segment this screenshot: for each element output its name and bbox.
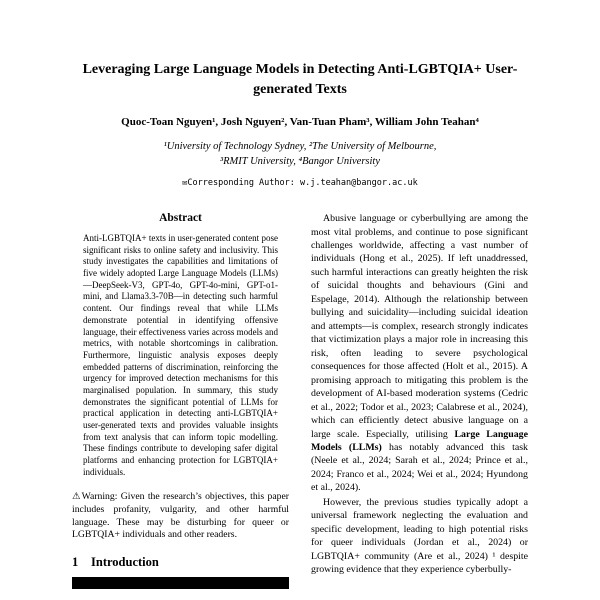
section-1-title: Introduction — [91, 554, 159, 569]
two-column-body — [0, 212, 600, 589]
corresponding-line — [0, 178, 600, 188]
bottom-black-bar — [72, 577, 289, 589]
corresponding-text: Corresponding Author: w.j.teahan@bangor.ac.uk — [187, 178, 418, 189]
right-column — [311, 212, 528, 589]
paper-title: Leveraging Large Language Models in Detecting Anti-LGBTQIA+ User-generated Texts — [82, 62, 518, 98]
abstract-text: Anti-LGBTQIA+ texts in user-generated content pose significant risks to online safety and inclusivity. This study investigates the capabilities and limitations of five widely adopted Large Language Models (LLMs)—DeepSeek-V3, GPT-4o, GPT-4o-mini, GPT-o1-mini, and Llama3.3-70B—in detecting such harmful content. Our findings reveal that while LLMs demonstrate potential in identifying offensive language, their effectiveness varies across models and metrics, with notable shortcomings in calibration. Furthermore, linguistic analysis exposes deeply embedded patterns of discrimination, reinforcing the urgency for improved detection mechanisms for this marginalised population. In summary, this study demonstrates the significant potential of LLMs for practical application in detecting anti-LGBTQIA+ user-generated texts and provides valuable insights from text analysis that can inform topic modelling. These findings contribute to developing safer digital platforms and enhancing protection for LGBTQIA+ individuals. — [83, 233, 278, 477]
section-1-heading — [72, 555, 289, 570]
content-warning-text: Warning: Given the research’s objectives, this paper includes profanity, vulgarity, and other harmful language. These may be disturbing for queer or LGBTQIA+ individuals and other readers. — [72, 491, 290, 541]
section-1-number: 1 — [72, 554, 79, 569]
envelope-icon: ✉ — [182, 178, 188, 189]
intro-paragraph-1-pre: Abusive language or cyberbullying are among the most vital problems, and continue to pose significant challenges worldwide, affecting a vast number of individuals (Hong et al., 2025). If left unaddressed, such harmful interactions can greatly heighten the risk of suicidal thoughts and behaviours (Gini and Espelage, 2014). Although the relationship between bullying and suicidality—including suicidal ideation and attempts—is complex, research strongly indicates that victimization plays a major role in increasing this risk, often leading to severe psychological consequences for those affected (Holt et al., 2015). A promising approach to mitigating this problem is the development of AI-based moderation systems (Cedric et al., 2022; Todor et al., 2023; Calabrese et al., 2024), which can efficiently detect abusive language on a large scale. Especially, utilising — [311, 213, 528, 440]
intro-paragraph-1-post: has notably advanced this task (Neele et al., 2024; Sarah et al., 2024; Prince et al., 2024; Franco et al., 2024; Wei et al., 2024; Hyundong et al., 2024). — [311, 442, 528, 494]
affiliations-line-1: ¹University of Technology Sydney, ²The University of Melbourne, — [163, 140, 437, 152]
warning-icon: ⚠ — [72, 491, 82, 503]
intro-paragraph-1 — [311, 212, 528, 495]
content-warning — [72, 491, 289, 541]
intro-paragraph-2: However, the previous studies typically adopt a universal framework neglecting the evaluation and specific development, leading to high potential risks for queer individuals (Jordan et al., 2024) or LGBTQIA+ community (Are et al., 2024) ¹ despite growing evidence that they experience cyberbully- — [311, 496, 528, 576]
left-column — [72, 212, 289, 589]
intro-paragraph-1-bold: Large Language Models (LLMs) — [311, 428, 528, 453]
authors-line: Quoc-Toan Nguyen¹, Josh Nguyen², Van-Tuan Pham³, William John Teahan⁴ — [121, 115, 479, 128]
abstract-heading: Abstract — [159, 212, 202, 225]
affiliations-line-2: ³RMIT University, ⁴Bangor University — [219, 155, 380, 167]
